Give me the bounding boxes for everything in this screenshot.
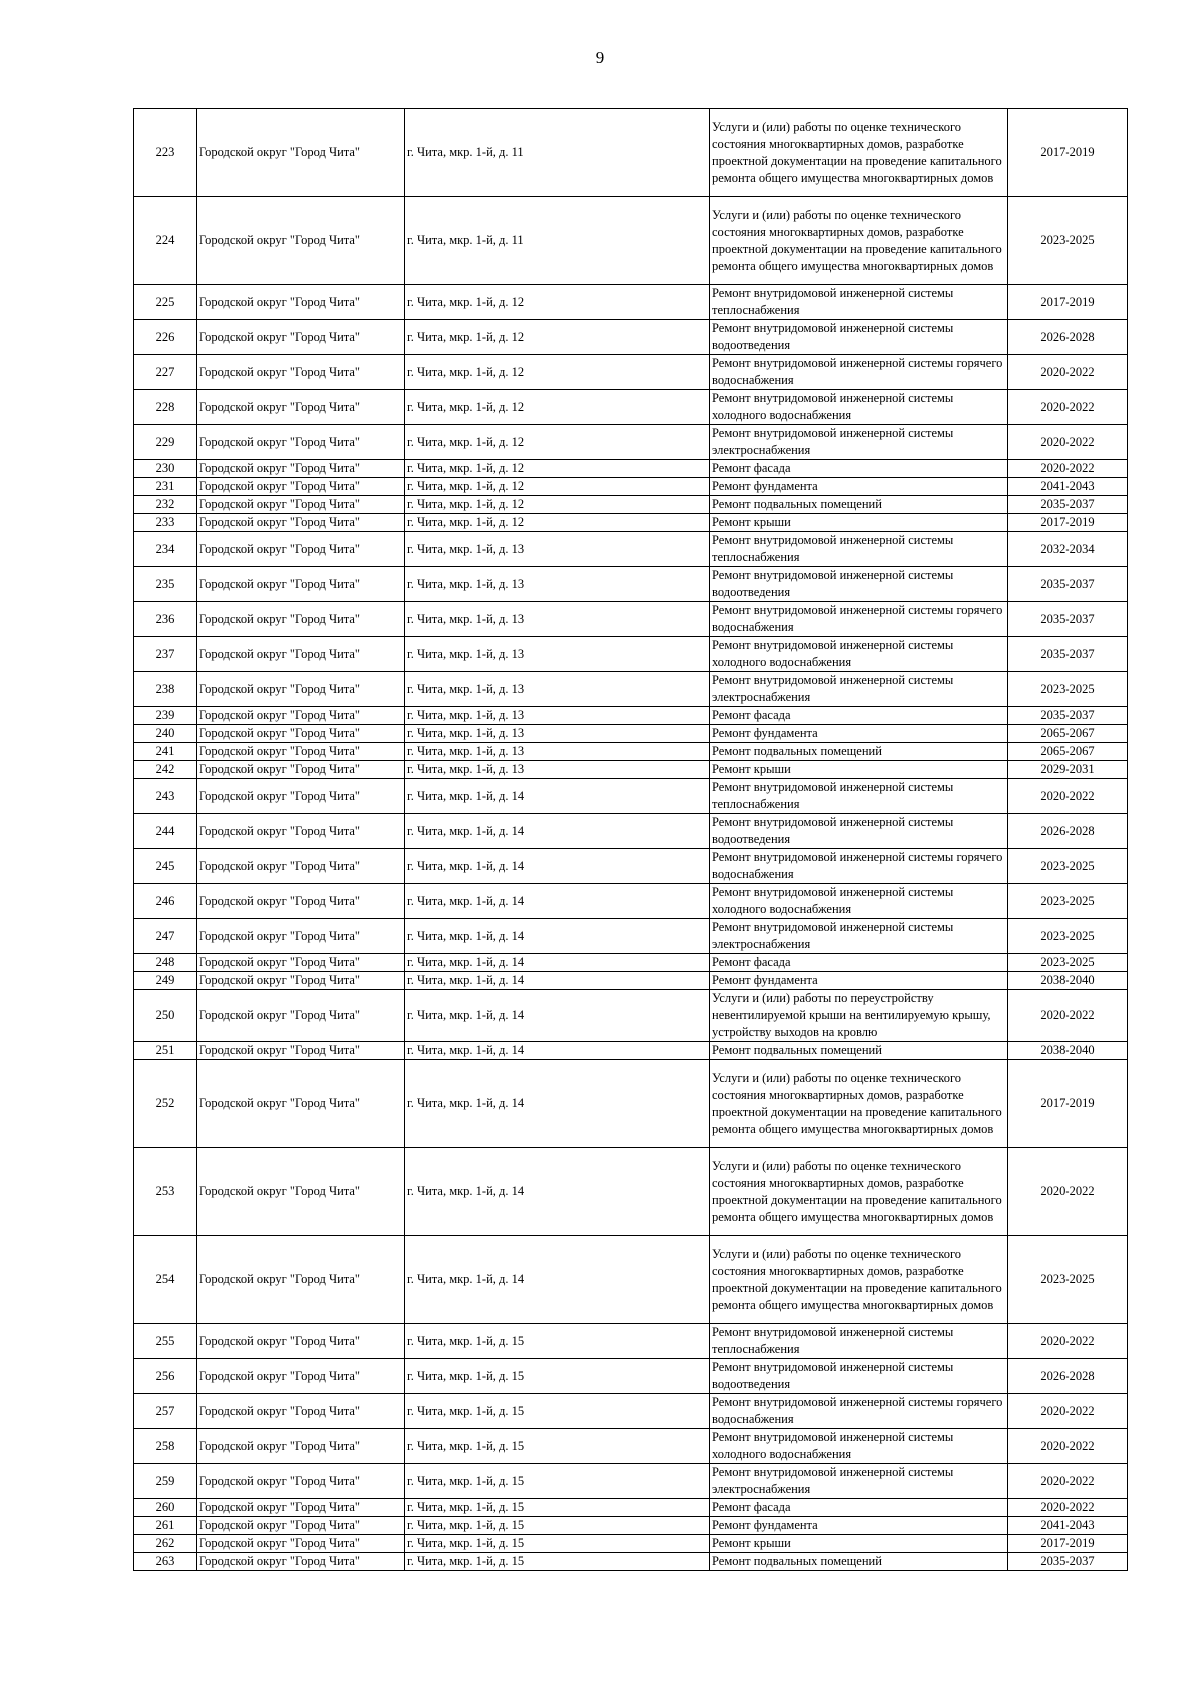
municipality-cell: Городской округ "Город Чита": [197, 884, 405, 919]
municipality-cell: Городской округ "Город Чита": [197, 567, 405, 602]
period-cell: 2020-2022: [1008, 1499, 1128, 1517]
work-type-cell: Ремонт внутридомовой инженерной системы электроснабжения: [710, 919, 1008, 954]
period-cell: 2065-2067: [1008, 725, 1128, 743]
table-row: [134, 1359, 1128, 1394]
table-row: [134, 460, 1128, 478]
table-row: [134, 637, 1128, 672]
municipality-cell: Городской округ "Город Чита": [197, 725, 405, 743]
address-cell: г. Чита, мкр. 1-й, д. 12: [405, 514, 710, 532]
address-cell: г. Чита, мкр. 1-й, д. 15: [405, 1394, 710, 1429]
row-number-cell: 227: [134, 355, 197, 390]
municipality-cell: Городской округ "Город Чита": [197, 1148, 405, 1236]
row-number-cell: 247: [134, 919, 197, 954]
row-number-cell: 257: [134, 1394, 197, 1429]
row-number-cell: 236: [134, 602, 197, 637]
period-cell: 2035-2037: [1008, 567, 1128, 602]
period-cell: 2017-2019: [1008, 109, 1128, 197]
period-cell: 2020-2022: [1008, 779, 1128, 814]
address-cell: г. Чита, мкр. 1-й, д. 13: [405, 672, 710, 707]
row-number-cell: 238: [134, 672, 197, 707]
address-cell: г. Чита, мкр. 1-й, д. 13: [405, 602, 710, 637]
work-type-cell: Ремонт крыши: [710, 1535, 1008, 1553]
address-cell: г. Чита, мкр. 1-й, д. 15: [405, 1553, 710, 1571]
row-number-cell: 259: [134, 1464, 197, 1499]
table-row: [134, 919, 1128, 954]
address-cell: г. Чита, мкр. 1-й, д. 12: [405, 355, 710, 390]
municipality-cell: Городской округ "Город Чита": [197, 919, 405, 954]
period-cell: 2023-2025: [1008, 884, 1128, 919]
municipality-cell: Городской округ "Город Чита": [197, 707, 405, 725]
municipality-cell: Городской округ "Город Чита": [197, 672, 405, 707]
address-cell: г. Чита, мкр. 1-й, д. 15: [405, 1429, 710, 1464]
work-type-cell: Услуги и (или) работы по оценке технического состояния многоквартирных домов, разработке проектной документации на проведение капитального ремонта общего имущества многоквартирных домов: [710, 1148, 1008, 1236]
municipality-cell: Городской округ "Город Чита": [197, 532, 405, 567]
capital-repair-table: [133, 108, 1128, 1571]
municipality-cell: Городской округ "Город Чита": [197, 1464, 405, 1499]
table-row: [134, 285, 1128, 320]
work-type-cell: Ремонт внутридомовой инженерной системы теплоснабжения: [710, 1324, 1008, 1359]
municipality-cell: Городской округ "Город Чита": [197, 637, 405, 672]
address-cell: г. Чита, мкр. 1-й, д. 12: [405, 496, 710, 514]
period-cell: 2023-2025: [1008, 919, 1128, 954]
work-type-cell: Ремонт внутридомовой инженерной системы теплоснабжения: [710, 532, 1008, 567]
work-type-cell: Ремонт подвальных помещений: [710, 1553, 1008, 1571]
row-number-cell: 233: [134, 514, 197, 532]
municipality-cell: Городской округ "Город Чита": [197, 814, 405, 849]
period-cell: 2020-2022: [1008, 390, 1128, 425]
address-cell: г. Чита, мкр. 1-й, д. 14: [405, 990, 710, 1042]
row-number-cell: 241: [134, 743, 197, 761]
work-type-cell: Ремонт внутридомовой инженерной системы водоотведения: [710, 320, 1008, 355]
work-type-cell: Ремонт крыши: [710, 514, 1008, 532]
row-number-cell: 234: [134, 532, 197, 567]
period-cell: 2035-2037: [1008, 496, 1128, 514]
work-type-cell: Ремонт внутридомовой инженерной системы водоотведения: [710, 567, 1008, 602]
table-body: [134, 109, 1128, 1571]
work-type-cell: Ремонт фундамента: [710, 972, 1008, 990]
work-type-cell: Услуги и (или) работы по оценке технического состояния многоквартирных домов, разработке проектной документации на проведение капитального ремонта общего имущества многоквартирных домов: [710, 1236, 1008, 1324]
period-cell: 2023-2025: [1008, 849, 1128, 884]
row-number-cell: 229: [134, 425, 197, 460]
table-row: [134, 779, 1128, 814]
address-cell: г. Чита, мкр. 1-й, д. 13: [405, 707, 710, 725]
table-row: [134, 320, 1128, 355]
address-cell: г. Чита, мкр. 1-й, д. 13: [405, 761, 710, 779]
period-cell: 2035-2037: [1008, 637, 1128, 672]
address-cell: г. Чита, мкр. 1-й, д. 15: [405, 1324, 710, 1359]
period-cell: 2035-2037: [1008, 602, 1128, 637]
municipality-cell: Городской округ "Город Чита": [197, 1394, 405, 1429]
period-cell: 2017-2019: [1008, 514, 1128, 532]
address-cell: г. Чита, мкр. 1-й, д. 11: [405, 109, 710, 197]
address-cell: г. Чита, мкр. 1-й, д. 14: [405, 1042, 710, 1060]
municipality-cell: Городской округ "Город Чита": [197, 355, 405, 390]
period-cell: 2041-2043: [1008, 1517, 1128, 1535]
address-cell: г. Чита, мкр. 1-й, д. 14: [405, 814, 710, 849]
address-cell: г. Чита, мкр. 1-й, д. 14: [405, 954, 710, 972]
period-cell: 2017-2019: [1008, 1535, 1128, 1553]
address-cell: г. Чита, мкр. 1-й, д. 14: [405, 884, 710, 919]
table-row: [134, 1148, 1128, 1236]
municipality-cell: Городской округ "Город Чита": [197, 478, 405, 496]
work-type-cell: Ремонт фундамента: [710, 1517, 1008, 1535]
period-cell: 2023-2025: [1008, 1236, 1128, 1324]
period-cell: 2020-2022: [1008, 1148, 1128, 1236]
work-type-cell: Услуги и (или) работы по оценке технического состояния многоквартирных домов, разработке проектной документации на проведение капитального ремонта общего имущества многоквартирных домов: [710, 109, 1008, 197]
period-cell: 2065-2067: [1008, 743, 1128, 761]
period-cell: 2035-2037: [1008, 1553, 1128, 1571]
row-number-cell: 252: [134, 1060, 197, 1148]
row-number-cell: 223: [134, 109, 197, 197]
municipality-cell: Городской округ "Город Чита": [197, 779, 405, 814]
row-number-cell: 246: [134, 884, 197, 919]
work-type-cell: Ремонт внутридомовой инженерной системы водоотведения: [710, 1359, 1008, 1394]
table-row: [134, 1060, 1128, 1148]
work-type-cell: Ремонт внутридомовой инженерной системы горячего водоснабжения: [710, 602, 1008, 637]
work-type-cell: Ремонт внутридомовой инженерной системы холодного водоснабжения: [710, 884, 1008, 919]
period-cell: 2020-2022: [1008, 990, 1128, 1042]
work-type-cell: Услуги и (или) работы по переустройству невентилируемой крыши на вентилируемую крышу, устройству выходов на кровлю: [710, 990, 1008, 1042]
work-type-cell: Ремонт внутридомовой инженерной системы электроснабжения: [710, 1464, 1008, 1499]
work-type-cell: Ремонт внутридомовой инженерной системы теплоснабжения: [710, 779, 1008, 814]
row-number-cell: 226: [134, 320, 197, 355]
work-type-cell: Ремонт внутридомовой инженерной системы горячего водоснабжения: [710, 1394, 1008, 1429]
table-row: [134, 1324, 1128, 1359]
row-number-cell: 240: [134, 725, 197, 743]
work-type-cell: Ремонт внутридомовой инженерной системы холодного водоснабжения: [710, 1429, 1008, 1464]
work-type-cell: Ремонт фасада: [710, 707, 1008, 725]
municipality-cell: Городской округ "Город Чита": [197, 1553, 405, 1571]
row-number-cell: 235: [134, 567, 197, 602]
period-cell: 2026-2028: [1008, 1359, 1128, 1394]
period-cell: 2026-2028: [1008, 320, 1128, 355]
row-number-cell: 253: [134, 1148, 197, 1236]
table-row: [134, 1236, 1128, 1324]
work-type-cell: Ремонт фундамента: [710, 478, 1008, 496]
row-number-cell: 243: [134, 779, 197, 814]
table-row: [134, 990, 1128, 1042]
municipality-cell: Городской округ "Город Чита": [197, 972, 405, 990]
row-number-cell: 255: [134, 1324, 197, 1359]
table-row: [134, 602, 1128, 637]
table-row: [134, 355, 1128, 390]
table-row: [134, 1535, 1128, 1553]
table-row: [134, 1553, 1128, 1571]
table-row: [134, 1394, 1128, 1429]
table-row: [134, 425, 1128, 460]
table-row: [134, 1464, 1128, 1499]
table-row: [134, 1429, 1128, 1464]
table-row: [134, 1042, 1128, 1060]
table-row: [134, 707, 1128, 725]
table-row: [134, 514, 1128, 532]
row-number-cell: 261: [134, 1517, 197, 1535]
municipality-cell: Городской округ "Город Чита": [197, 285, 405, 320]
municipality-cell: Городской округ "Город Чита": [197, 1429, 405, 1464]
table-row: [134, 567, 1128, 602]
table-row: [134, 814, 1128, 849]
row-number-cell: 262: [134, 1535, 197, 1553]
municipality-cell: Городской округ "Город Чита": [197, 761, 405, 779]
address-cell: г. Чита, мкр. 1-й, д. 14: [405, 919, 710, 954]
address-cell: г. Чита, мкр. 1-й, д. 13: [405, 743, 710, 761]
work-type-cell: Услуги и (или) работы по оценке технического состояния многоквартирных домов, разработке проектной документации на проведение капитального ремонта общего имущества многоквартирных домов: [710, 197, 1008, 285]
work-type-cell: Ремонт внутридомовой инженерной системы водоотведения: [710, 814, 1008, 849]
municipality-cell: Городской округ "Город Чита": [197, 1359, 405, 1394]
work-type-cell: Ремонт внутридомовой инженерной системы горячего водоснабжения: [710, 849, 1008, 884]
address-cell: г. Чита, мкр. 1-й, д. 12: [405, 285, 710, 320]
period-cell: 2035-2037: [1008, 707, 1128, 725]
table-row: [134, 197, 1128, 285]
municipality-cell: Городской округ "Город Чита": [197, 743, 405, 761]
municipality-cell: Городской округ "Город Чита": [197, 1236, 405, 1324]
table-row: [134, 884, 1128, 919]
period-cell: 2023-2025: [1008, 954, 1128, 972]
row-number-cell: 242: [134, 761, 197, 779]
period-cell: 2020-2022: [1008, 355, 1128, 390]
row-number-cell: 248: [134, 954, 197, 972]
address-cell: г. Чита, мкр. 1-й, д. 12: [405, 478, 710, 496]
table-row: [134, 109, 1128, 197]
municipality-cell: Городской округ "Город Чита": [197, 496, 405, 514]
municipality-cell: Городской округ "Город Чита": [197, 197, 405, 285]
address-cell: г. Чита, мкр. 1-й, д. 13: [405, 725, 710, 743]
row-number-cell: 254: [134, 1236, 197, 1324]
row-number-cell: 256: [134, 1359, 197, 1394]
address-cell: г. Чита, мкр. 1-й, д. 14: [405, 1148, 710, 1236]
row-number-cell: 260: [134, 1499, 197, 1517]
table-row: [134, 1517, 1128, 1535]
period-cell: 2017-2019: [1008, 1060, 1128, 1148]
row-number-cell: 239: [134, 707, 197, 725]
row-number-cell: 232: [134, 496, 197, 514]
address-cell: г. Чита, мкр. 1-й, д. 13: [405, 532, 710, 567]
row-number-cell: 231: [134, 478, 197, 496]
period-cell: 2020-2022: [1008, 1324, 1128, 1359]
address-cell: г. Чита, мкр. 1-й, д. 12: [405, 320, 710, 355]
period-cell: 2020-2022: [1008, 1429, 1128, 1464]
address-cell: г. Чита, мкр. 1-й, д. 15: [405, 1517, 710, 1535]
table-row: [134, 478, 1128, 496]
period-cell: 2032-2034: [1008, 532, 1128, 567]
work-type-cell: Ремонт фундамента: [710, 725, 1008, 743]
municipality-cell: Городской округ "Город Чита": [197, 320, 405, 355]
address-cell: г. Чита, мкр. 1-й, д. 14: [405, 849, 710, 884]
municipality-cell: Городской округ "Город Чита": [197, 602, 405, 637]
work-type-cell: Ремонт внутридомовой инженерной системы холодного водоснабжения: [710, 390, 1008, 425]
work-type-cell: Ремонт внутридомовой инженерной системы электроснабжения: [710, 672, 1008, 707]
row-number-cell: 245: [134, 849, 197, 884]
municipality-cell: Городской округ "Город Чита": [197, 849, 405, 884]
address-cell: г. Чита, мкр. 1-й, д. 15: [405, 1499, 710, 1517]
row-number-cell: 263: [134, 1553, 197, 1571]
period-cell: 2023-2025: [1008, 197, 1128, 285]
address-cell: г. Чита, мкр. 1-й, д. 12: [405, 425, 710, 460]
row-number-cell: 250: [134, 990, 197, 1042]
table-row: [134, 1499, 1128, 1517]
period-cell: 2038-2040: [1008, 972, 1128, 990]
table-row: [134, 496, 1128, 514]
row-number-cell: 224: [134, 197, 197, 285]
municipality-cell: Городской округ "Город Чита": [197, 460, 405, 478]
row-number-cell: 225: [134, 285, 197, 320]
table-row: [134, 761, 1128, 779]
address-cell: г. Чита, мкр. 1-й, д. 12: [405, 390, 710, 425]
period-cell: 2020-2022: [1008, 1394, 1128, 1429]
row-number-cell: 258: [134, 1429, 197, 1464]
table-row: [134, 725, 1128, 743]
municipality-cell: Городской округ "Город Чита": [197, 390, 405, 425]
municipality-cell: Городской округ "Город Чита": [197, 109, 405, 197]
address-cell: г. Чита, мкр. 1-й, д. 14: [405, 1060, 710, 1148]
table-row: [134, 532, 1128, 567]
period-cell: 2026-2028: [1008, 814, 1128, 849]
work-type-cell: Ремонт фасада: [710, 1499, 1008, 1517]
work-type-cell: Ремонт внутридомовой инженерной системы горячего водоснабжения: [710, 355, 1008, 390]
page-number: 9: [595, 48, 605, 67]
table-row: [134, 672, 1128, 707]
address-cell: г. Чита, мкр. 1-й, д. 13: [405, 567, 710, 602]
row-number-cell: 249: [134, 972, 197, 990]
municipality-cell: Городской округ "Город Чита": [197, 1060, 405, 1148]
address-cell: г. Чита, мкр. 1-й, д. 15: [405, 1535, 710, 1553]
work-type-cell: Ремонт подвальных помещений: [710, 1042, 1008, 1060]
row-number-cell: 230: [134, 460, 197, 478]
address-cell: г. Чита, мкр. 1-й, д. 13: [405, 637, 710, 672]
work-type-cell: Ремонт внутридомовой инженерной системы электроснабжения: [710, 425, 1008, 460]
work-type-cell: Ремонт подвальных помещений: [710, 496, 1008, 514]
period-cell: 2020-2022: [1008, 1464, 1128, 1499]
work-type-cell: Ремонт внутридомовой инженерной системы теплоснабжения: [710, 285, 1008, 320]
table-row: [134, 972, 1128, 990]
row-number-cell: 237: [134, 637, 197, 672]
period-cell: 2020-2022: [1008, 460, 1128, 478]
municipality-cell: Городской округ "Город Чита": [197, 1042, 405, 1060]
address-cell: г. Чита, мкр. 1-й, д. 14: [405, 1236, 710, 1324]
table-row: [134, 954, 1128, 972]
row-number-cell: 251: [134, 1042, 197, 1060]
period-cell: 2017-2019: [1008, 285, 1128, 320]
table-row: [134, 743, 1128, 761]
address-cell: г. Чита, мкр. 1-й, д. 15: [405, 1464, 710, 1499]
work-type-cell: Ремонт крыши: [710, 761, 1008, 779]
work-type-cell: Ремонт фасада: [710, 954, 1008, 972]
address-cell: г. Чита, мкр. 1-й, д. 15: [405, 1359, 710, 1394]
municipality-cell: Городской округ "Город Чита": [197, 1517, 405, 1535]
address-cell: г. Чита, мкр. 1-й, д. 11: [405, 197, 710, 285]
municipality-cell: Городской округ "Город Чита": [197, 1324, 405, 1359]
work-type-cell: Услуги и (или) работы по оценке технического состояния многоквартирных домов, разработке проектной документации на проведение капитального ремонта общего имущества многоквартирных домов: [710, 1060, 1008, 1148]
period-cell: 2023-2025: [1008, 672, 1128, 707]
municipality-cell: Городской округ "Город Чита": [197, 514, 405, 532]
period-cell: 2029-2031: [1008, 761, 1128, 779]
municipality-cell: Городской округ "Город Чита": [197, 990, 405, 1042]
work-type-cell: Ремонт внутридомовой инженерной системы холодного водоснабжения: [710, 637, 1008, 672]
period-cell: 2020-2022: [1008, 425, 1128, 460]
row-number-cell: 228: [134, 390, 197, 425]
period-cell: 2038-2040: [1008, 1042, 1128, 1060]
municipality-cell: Городской округ "Город Чита": [197, 425, 405, 460]
work-type-cell: Ремонт фасада: [710, 460, 1008, 478]
work-type-cell: Ремонт подвальных помещений: [710, 743, 1008, 761]
address-cell: г. Чита, мкр. 1-й, д. 12: [405, 460, 710, 478]
municipality-cell: Городской округ "Город Чита": [197, 1499, 405, 1517]
table-row: [134, 849, 1128, 884]
address-cell: г. Чита, мкр. 1-й, д. 14: [405, 972, 710, 990]
table-row: [134, 390, 1128, 425]
period-cell: 2041-2043: [1008, 478, 1128, 496]
municipality-cell: Городской округ "Город Чита": [197, 954, 405, 972]
municipality-cell: Городской округ "Город Чита": [197, 1535, 405, 1553]
address-cell: г. Чита, мкр. 1-й, д. 14: [405, 779, 710, 814]
row-number-cell: 244: [134, 814, 197, 849]
